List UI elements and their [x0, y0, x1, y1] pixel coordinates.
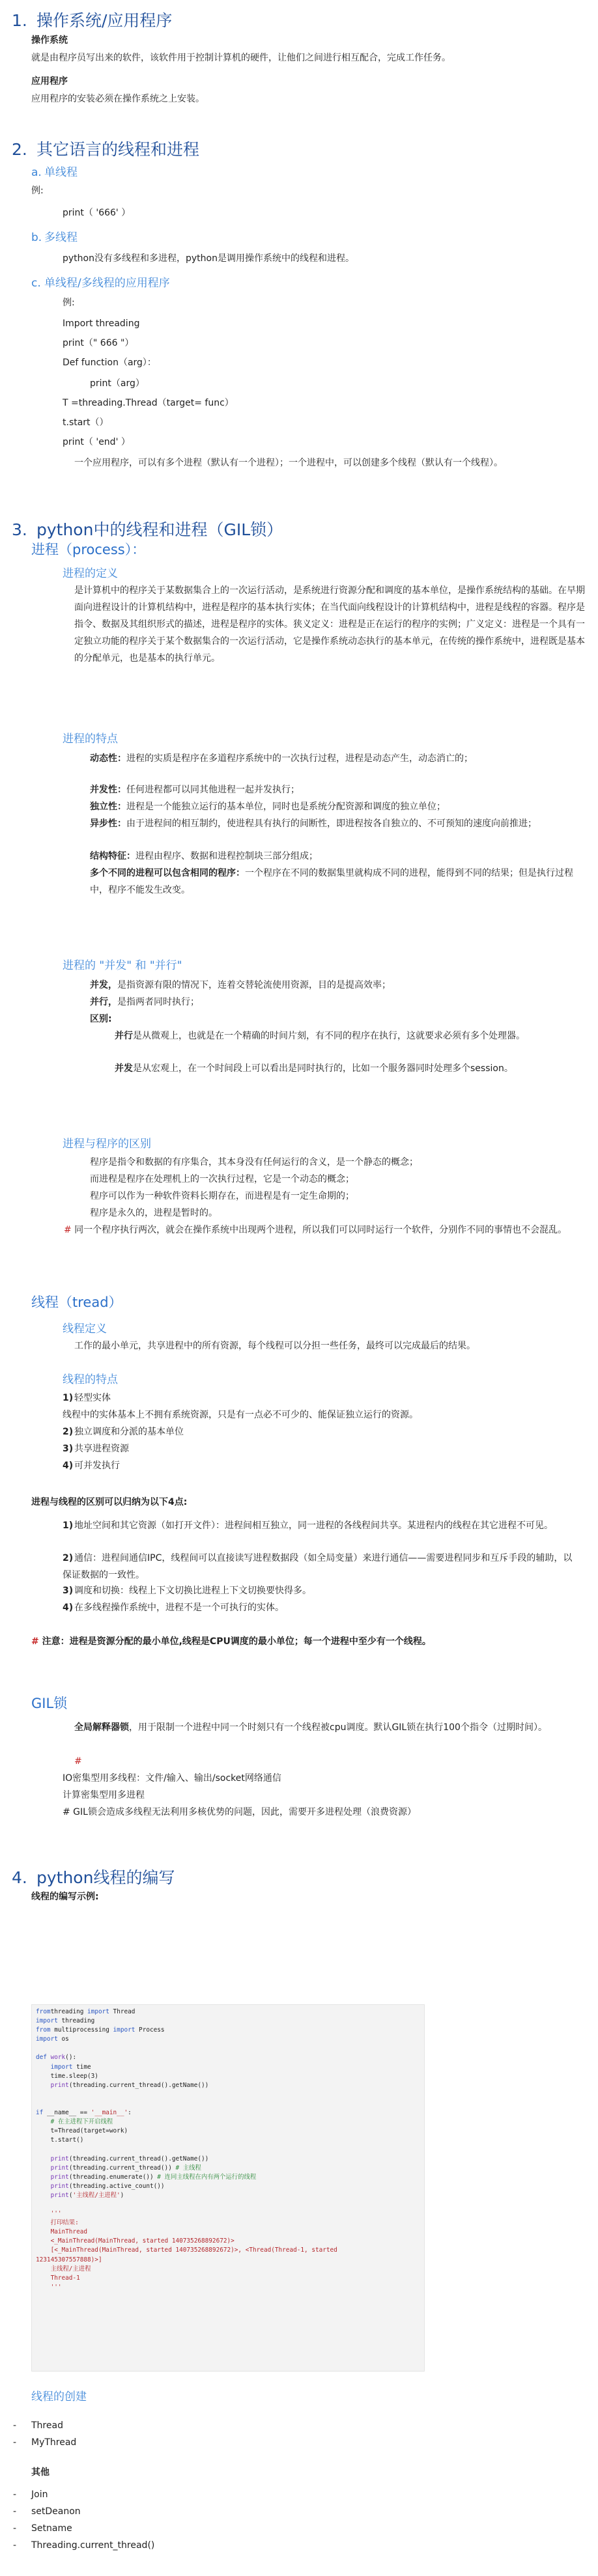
text: print（ 'end' ）	[63, 437, 130, 447]
text: 是指资源有限的情况下，连着交替轮流使用资源，目的是提高效率；	[117, 980, 391, 990]
code-line	[36, 2035, 424, 2044]
paragraph-33	[90, 977, 578, 994]
numbered-item-51	[63, 1440, 129, 1457]
list-number: 1)	[63, 1393, 74, 1403]
code-block	[31, 2004, 425, 2372]
text: 由于进程间的相互制约，使进程具有执行的间断性，即进程按各自独立的、不可预知的速度向前推进；	[126, 819, 537, 829]
code-token: ():	[65, 2054, 77, 2062]
text: 是从宏观上，在一个时间段上可以看出是同时执行的，比如一个服务器同时处理多个session。	[133, 1063, 513, 1074]
text: 在多线程操作系统中，进程不是一个可执行的实体。	[74, 1603, 284, 1613]
term-label: 并行	[115, 1031, 133, 1041]
term-label: 区别:	[90, 1014, 112, 1024]
paragraph-49	[63, 1407, 418, 1423]
numbered-item-55	[63, 1550, 578, 1584]
topic-heading-67	[31, 2387, 87, 2403]
paragraph-62	[63, 1770, 281, 1787]
text: 程序可以作为一种软件资料长期存在，而进程是有一定生命期的；	[90, 1191, 354, 1201]
heading-number: b.	[31, 231, 42, 244]
paragraph-7	[31, 182, 44, 199]
text: print（ '666' ）	[63, 208, 131, 218]
code-line	[36, 2237, 424, 2246]
code-line	[36, 2283, 424, 2292]
paragraph-31	[90, 865, 578, 899]
code-line	[36, 2155, 424, 2164]
text: 是计算机中的程序关于某数据集合上的一次运行活动，是系统进行资源分配和调度的基本单位，是操作系统结构的基础。在早期面向进程设计的计算机结构中，进程是程序的基本执行实体；在当代面向线程设计的计算机结构中，进程是线程的容器。程序是指令、数据及其组织形式的描述，进程是程序的实体。狭义定义：进程是正在运行的程序的实例；广义定义：进程是一个具有一定独立功能的程序关于某个数据集合的一次运行活动，它是操作系统动态执行的基本单元，在传统的操作系统中，进程既是基本的分配单元，也是基本的执行单元。	[74, 585, 585, 664]
paragraph-3	[31, 73, 68, 90]
topic-heading-23	[63, 564, 118, 580]
code-token: import	[113, 2026, 135, 2034]
code-token: print	[50, 2081, 69, 2089]
code-token: 打印结果:	[36, 2219, 79, 2227]
code-token: :	[128, 2109, 132, 2117]
text: T =threading.Thread（target= func）	[63, 398, 234, 408]
text: 是从微观上，也就是在一个精确的时间片刻，有不同的程序在执行，这就要求必须有多个处理器。	[133, 1031, 525, 1041]
heading-number: 2.	[12, 140, 27, 159]
text: Threading.current_thread()	[31, 2540, 155, 2551]
code-line	[36, 2164, 424, 2173]
paragraph-42	[90, 1205, 578, 1222]
paragraph-41	[90, 1188, 578, 1205]
text: Join	[31, 2489, 48, 2500]
code-token: [<_MainThread(MainThread, started 140735268892672)>, <Thread(Thread-1, started	[36, 2247, 337, 2254]
list-number: 4)	[63, 1603, 74, 1613]
paragraph-46	[74, 1337, 578, 1354]
code-line	[36, 2182, 424, 2191]
paragraph-30	[90, 848, 578, 865]
list-number: 1)	[63, 1520, 74, 1531]
text: 线程中的实体基本上不拥有系统资源，只是有一点必不可少的、能保证独立运行的资源。	[63, 1410, 418, 1420]
paragraph-60	[74, 1719, 578, 1736]
code-token: (threading.active_count())	[68, 2182, 165, 2190]
code-line	[36, 2219, 424, 2228]
text: 通信：进程间通信IPC，线程间可以直接读写进程数据段（如全局变量）来进行通信——需要进程同步和互斥手段的辅助，以保证数据的一致性。	[63, 1553, 573, 1580]
text: 工作的最小单元，共享进程中的所有资源，每个线程可以分担一些任务，最终可以完成最后的结果。	[74, 1341, 476, 1351]
code-token: time	[72, 2063, 91, 2071]
text: 线程的创建	[31, 2390, 87, 2403]
code-token: from	[36, 2008, 51, 2015]
code-token: import	[87, 2008, 109, 2015]
paragraph-28	[90, 798, 578, 815]
text: 轻型实体	[74, 1393, 111, 1403]
text: 操作系统/应用程序	[36, 11, 173, 30]
bullet-dash: -	[13, 2420, 17, 2431]
paragraph-43	[64, 1222, 578, 1239]
bullet-item-71	[13, 2486, 48, 2503]
code-token: (	[68, 2191, 73, 2199]
text: 单线程/多线程的应用程序	[44, 277, 170, 290]
text: 操作系统	[31, 35, 68, 46]
section-heading-5	[12, 137, 199, 160]
text: 应用程序	[31, 76, 68, 87]
text: 调度和切换：线程上下文切换比进程上下文切换要快得多。	[74, 1586, 311, 1596]
code-token: (threading.enumerate())	[68, 2173, 158, 2181]
code-token: 123145307557888)>]	[36, 2256, 102, 2263]
text: 例:	[31, 186, 44, 196]
paragraph-37	[115, 1060, 578, 1077]
code-token: import	[36, 2017, 58, 2025]
code-token: MainThread	[36, 2228, 88, 2236]
text: 线程定义	[63, 1323, 107, 1336]
code-line	[36, 2173, 424, 2182]
section-heading-21	[12, 517, 283, 540]
text: 进程的 "并发" 和 "并行"	[63, 959, 182, 972]
text: python线程的编写	[36, 1868, 175, 1887]
hash-mark: #	[31, 1636, 39, 1647]
code-line	[36, 2274, 424, 2283]
text: 是指两者同时执行；	[117, 997, 199, 1007]
heading-number: 3.	[12, 520, 27, 539]
code-token: if	[36, 2109, 44, 2117]
code-line	[36, 2099, 424, 2108]
code-line	[36, 2044, 424, 2053]
text: 线程的特点	[63, 1373, 118, 1386]
paragraph-8	[63, 204, 130, 221]
paragraph-39	[90, 1154, 578, 1171]
code-line	[36, 2108, 424, 2118]
paragraph-66	[31, 1888, 99, 1905]
code-token	[36, 2174, 51, 2181]
paragraph-64	[63, 1804, 416, 1821]
text: print（arg）	[90, 378, 145, 389]
numbered-item-50	[63, 1423, 184, 1440]
code-token: Process	[135, 2026, 165, 2034]
bullet-item-73	[13, 2520, 72, 2537]
text: 计算密集型用多进程	[63, 1790, 145, 1800]
code-token: Thread	[109, 2008, 135, 2015]
code-token: print	[50, 2173, 69, 2181]
paragraph-16	[90, 375, 145, 392]
text: 一个程序在不同的数据集里就构成不同的进程，能得到不同的结果；但是执行过程中，程序不能发生改变。	[90, 868, 573, 895]
code-token: multiprocessing	[50, 2026, 113, 2034]
heading-number: c.	[31, 277, 41, 290]
topic-heading-47	[63, 1370, 118, 1386]
code-token: time.sleep(3)	[36, 2072, 98, 2080]
code-token: import	[36, 2036, 58, 2043]
text: # GIL锁会造成多线程无法利用多核优势的问题，因此，需要开多进程处理（浪费资源）	[63, 1807, 416, 1817]
code-token: 主线程/主进程	[36, 2265, 91, 2273]
code-line	[36, 2209, 424, 2219]
code-token: os	[57, 2036, 69, 2043]
section-heading-65	[12, 1865, 175, 1888]
code-line	[36, 2017, 424, 2026]
term-label: 独立性：	[90, 802, 126, 812]
code-token: threading	[50, 2008, 88, 2015]
code-line	[36, 2265, 424, 2274]
code-token	[36, 2064, 51, 2071]
code-line	[36, 2063, 424, 2072]
text: 进程（process）：	[31, 542, 146, 557]
bullet-item-68	[13, 2417, 63, 2434]
term-label: 并发，	[90, 980, 117, 990]
text: 同一个程序执行两次，就会在操作系统中出现两个进程，所以我们可以同时运行一个软件，分别作不同的事情也不会混乱。	[71, 1225, 567, 1235]
code-line	[36, 2228, 424, 2237]
paragraph-36	[115, 1028, 578, 1044]
text: 例:	[63, 298, 75, 308]
text: print（" 666 "）	[63, 338, 134, 348]
hash-mark: #	[64, 1225, 72, 1235]
text: ，用于限制一个进程中同一个时刻只有一个线程被cpu调度。默认GIL锁在执行100个指令（过期时间）。	[129, 1722, 547, 1733]
code-token: print	[50, 2164, 69, 2172]
paragraph-70	[31, 2464, 50, 2481]
bullet-dash: -	[13, 2523, 17, 2534]
text: Import threading	[63, 318, 140, 329]
code-token: import	[50, 2063, 73, 2071]
paragraph-27	[90, 781, 578, 798]
text: python没有多线程和多进程，python是调用操作系统中的线程和进程。	[63, 253, 354, 264]
code-token	[36, 2082, 51, 2089]
topic-heading-32	[63, 956, 182, 972]
code-token: (threading.current_thread().getName())	[68, 2081, 209, 2089]
code-token: '''	[36, 2283, 62, 2291]
text: 应用程序的安装必须在操作系统之上安装。	[31, 94, 205, 104]
text: 程序是指令和数据的有序集合，其本身没有任何运行的含义，是一个静态的概念；	[90, 1157, 418, 1168]
term-label: 并发	[115, 1063, 133, 1074]
bullet-item-72	[13, 2503, 81, 2520]
code-line	[36, 2026, 424, 2035]
text: 线程（tread）	[31, 1295, 122, 1310]
text: 多线程	[44, 231, 78, 244]
list-number: 4)	[63, 1461, 74, 1471]
code-line	[36, 2072, 424, 2081]
code-token: threading	[57, 2017, 95, 2025]
code-token: '__main__'	[91, 2109, 128, 2117]
paragraph-13	[63, 315, 139, 332]
term-label: 结构特征：	[90, 851, 135, 861]
numbered-item-52	[63, 1457, 120, 1474]
list-number: 2)	[63, 1553, 74, 1563]
code-token: t.start()	[36, 2136, 84, 2144]
paragraph-63	[63, 1787, 145, 1804]
code-line	[36, 2081, 424, 2090]
text: 单线程	[44, 166, 78, 179]
code-line	[36, 2090, 424, 2099]
heading-number: 4.	[12, 1868, 27, 1887]
text: GIL锁	[31, 1696, 68, 1711]
text: IO密集型用多线程：文件/输入、输出/socket网络通信	[63, 1773, 281, 1784]
paragraph-29	[90, 815, 578, 832]
list-number: 3)	[63, 1444, 74, 1454]
paragraph-26	[90, 750, 578, 767]
paragraph-10	[63, 250, 578, 267]
term-label: 并行，	[90, 997, 117, 1007]
paragraph-2	[31, 49, 578, 66]
code-line	[36, 2008, 424, 2017]
text: 进程的特点	[63, 733, 118, 746]
term-label: 并发性：	[90, 785, 126, 795]
code-token: # 在主进程下开启线程	[50, 2118, 113, 2126]
text: 任何进程都可以同其他进程一起并发执行；	[126, 785, 300, 795]
topic-heading-38	[63, 1134, 151, 1151]
code-token: # 连同主线程在内有两个运行的线程	[157, 2173, 257, 2181]
code-token: '''	[36, 2210, 62, 2218]
code-lines	[32, 2005, 424, 2292]
text: Def function（arg）：	[63, 357, 156, 368]
code-line	[36, 2200, 424, 2209]
paragraph-61	[74, 1753, 82, 1770]
paragraph-18	[63, 414, 109, 431]
bullet-dash: -	[13, 2540, 17, 2551]
term-label: 全局解释器锁	[74, 1722, 129, 1733]
paragraph-14	[63, 335, 134, 352]
paragraph-53	[31, 1494, 578, 1511]
code-token: from	[36, 2026, 51, 2034]
code-token: work	[50, 2054, 66, 2062]
text: 进程与程序的区别	[63, 1138, 151, 1151]
text: 一个应用程序，可以有多个进程（默认有一个进程）；一个进程中，可以创建多个线程（默认有一个线程）。	[74, 458, 503, 468]
paragraph-34	[90, 994, 578, 1011]
code-token	[36, 2155, 51, 2163]
code-token	[36, 2192, 51, 2199]
code-token: # 主线程	[175, 2164, 201, 2172]
code-line	[36, 2136, 424, 2145]
code-token: (threading.current_thread().getName())	[68, 2155, 209, 2163]
bullet-dash: -	[13, 2489, 17, 2500]
list-number: 3)	[63, 1586, 74, 1596]
numbered-item-48	[63, 1390, 111, 1407]
bullet-item-74	[13, 2537, 154, 2554]
code-token: )	[120, 2191, 124, 2199]
text: 就是由程序员写出来的软件，该软件用于控制计算机的硬件，让他们之间进行相互配合，完成工作任务。	[31, 53, 451, 63]
paragraph-58	[31, 1633, 591, 1650]
subsection-heading-22	[31, 539, 145, 559]
paragraph-1	[31, 32, 68, 49]
code-token: '主线程/主进程'	[72, 2191, 121, 2199]
code-line	[36, 2191, 424, 2200]
topic-heading-9	[31, 228, 78, 244]
text: setDeanon	[31, 2506, 81, 2517]
paragraph-12	[63, 294, 75, 311]
text: Setname	[31, 2523, 72, 2534]
paragraph-19	[63, 434, 130, 451]
paragraph-4	[31, 91, 578, 107]
code-token	[36, 2164, 51, 2172]
topic-heading-6	[31, 163, 78, 179]
code-token: <_MainThread(MainThread, started 140735268892672)>	[36, 2237, 235, 2245]
text: 可并发执行	[74, 1461, 120, 1471]
hash-mark: #	[74, 1756, 82, 1767]
text: 线程的编写示例:	[31, 1892, 99, 1902]
bullet-dash: -	[13, 2437, 17, 2448]
code-line	[36, 2127, 424, 2136]
code-token	[36, 2118, 51, 2125]
code-token: def	[36, 2054, 47, 2062]
code-token: t=Thread(target=work)	[36, 2127, 128, 2135]
paragraph-35	[90, 1011, 112, 1028]
code-line	[36, 2145, 424, 2154]
numbered-item-57	[63, 1599, 578, 1616]
text: 进程由程序、数据和进程控制块三部分组成；	[135, 851, 318, 861]
text: 而进程是程序在处理机上的一次执行过程，它是一个动态的概念；	[90, 1174, 354, 1184]
text: t.start（）	[63, 417, 109, 428]
text: 共享进程资源	[74, 1444, 129, 1454]
code-token: Thread-1	[36, 2274, 80, 2282]
code-line	[36, 2118, 424, 2127]
numbered-item-54	[63, 1517, 578, 1534]
code-line	[36, 2246, 424, 2255]
code-token: print	[50, 2155, 69, 2163]
paragraph-20	[74, 455, 585, 471]
term-label: 动态性：	[90, 753, 126, 764]
text: python中的线程和进程（GIL锁）	[36, 520, 283, 539]
bullet-dash: -	[13, 2506, 17, 2517]
code-token: __name__ ==	[43, 2109, 91, 2117]
text: 注意：进程是资源分配的最小单位,线程是CPU调度的最小单位；每一个进程中至少有一个线程。	[38, 1636, 431, 1647]
text: 进程的定义	[63, 567, 118, 580]
heading-number: a.	[31, 166, 42, 179]
subsection-heading-44	[31, 1292, 122, 1311]
paragraph-17	[63, 395, 234, 412]
text: 地址空间和其它资源（如打开文件）：进程间相互独立，同一进程的各线程间共享。某进程内的线程在其它进程不可见。	[74, 1520, 553, 1531]
paragraph-24	[74, 582, 585, 667]
text: 其他	[31, 2467, 50, 2478]
text: Thread	[31, 2420, 63, 2431]
paragraph-40	[90, 1171, 578, 1188]
list-number: 2)	[63, 1427, 74, 1437]
paragraph-15	[63, 354, 156, 371]
text: MyThread	[31, 2437, 77, 2448]
code-line	[36, 2053, 424, 2062]
text: 独立调度和分派的基本单位	[74, 1427, 184, 1437]
topic-heading-11	[31, 273, 170, 290]
code-token: (threading.current_thread())	[68, 2164, 176, 2172]
text: 程序是永久的，进程是暂时的。	[90, 1208, 218, 1218]
code-token: print	[50, 2182, 69, 2190]
topic-heading-25	[63, 729, 118, 746]
bullet-item-69	[13, 2434, 76, 2451]
term-label: 异步性：	[90, 819, 126, 829]
text: 进程与线程的区别可以归纳为以下4点:	[31, 1497, 188, 1507]
code-line	[36, 2256, 424, 2265]
numbered-item-56	[63, 1582, 578, 1599]
subsection-heading-59	[31, 1693, 67, 1713]
heading-number: 1.	[12, 11, 27, 30]
topic-heading-45	[63, 1319, 107, 1336]
text: 进程的实质是程序在多道程序系统中的一次执行过程，进程是动态产生，动态消亡的；	[126, 753, 473, 764]
code-token	[36, 2183, 51, 2190]
code-token: print	[50, 2191, 69, 2199]
text: 其它语言的线程和进程	[36, 140, 200, 159]
term-label: 多个不同的进程可以包含相同的程序：	[90, 868, 245, 878]
section-heading-0	[12, 8, 172, 31]
text: 进程是一个能独立运行的基本单位，同时也是系统分配资源和调度的独立单位；	[126, 802, 446, 812]
